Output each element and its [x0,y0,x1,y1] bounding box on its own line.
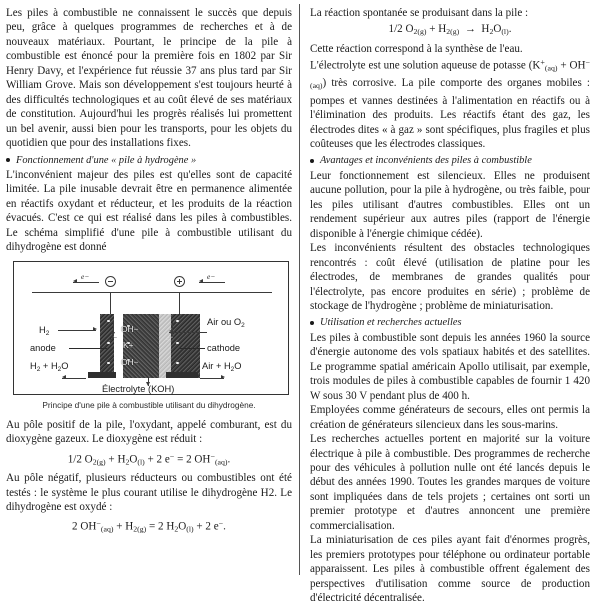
uses-paragraph-2: Employées comme générateurs de secours, elles ont permis la création de générateurs silencieux dans les sous-marins. [310,404,590,431]
equation-cathode: 1/2 $O_{2(g)} + H_2O_{(l)} + 2$ e− = 2 $OH^-_{(aq)}$. [67,451,231,467]
section-heading-label: Avantages et inconvénients des piles à combustible [320,155,532,167]
cathode-leader-line [179,348,205,349]
outlet-label-right: Air + $H_2O$ [202,360,242,373]
electron-arrow-right-icon [199,282,225,283]
inlet-label-hydrogen: $H_2$ [39,324,50,337]
electron-arrow-left-icon [73,282,99,283]
electron-inner-label-right: e− [166,334,174,342]
cathode-intro-paragraph: Au pôle positif de la pile, l'oxydant, appelé comburant, est du dioxygène gazeux. Le dioxygène est réduit : [6,418,292,446]
electron-label-left: e− [81,271,90,281]
oxygen-channel-band [159,314,174,378]
circuit-top-wire [32,292,272,293]
fuel-cell-figure [13,261,289,395]
charge-dot [107,342,110,345]
left-column [6,6,298,575]
bullet-dot-icon [310,159,314,163]
outlet-arrow-right-icon [200,378,224,379]
figure-caption: Principe d'une pile à combustible utilisant du dihydrogène. [42,399,256,410]
section-heading-label: Fonctionnement d'une « pile à hydrogène » [16,154,197,166]
electron-inner-label-left: e− [110,334,118,342]
uses-paragraph-3: Les recherches actuelles portent en majorité sur la voiture électrique à pile à combustible. Des programmes de recherche pour des véhicules à pollution nulle ont été lancés depuis le début des années 1990. Toutes les grandes marques de voiture sont impliquées dans de tels projets ; certaines ont sorti un premier prototype et d'autres annoncent une première commercialisation. [310,433,590,532]
equation-anode: 2 $OH^-_{(aq)} + H_{2(g)} = 2$ $H_2O_{(l)} + 2$ e−. [72,519,226,534]
section-heading-avantages [310,154,590,168]
inlet-arrow-hydrogen-icon [58,330,96,331]
section-heading-utilisation [310,316,590,330]
charge-dot [107,362,110,365]
terminal-negative-icon [105,276,116,287]
cathode-label: cathode [207,342,241,353]
equation-overall: 1/2 $O_{2(g)} + H_{2(g)} \to H_2O_{(l)}$. [388,23,512,37]
bullet-dot-icon [6,158,10,162]
charge-dot [176,320,179,323]
electrolyte-paragraph: L'électrolyte est une solution aqueuse de potasse $(K^+_{(aq)} + OH^-_{(aq)})$ très corrosive. La pile comporte des organes mobiles : pompes et vannes destinées à l'alimentation en réactifs ou à l'élimination des produits. Les réactifs étant des gaz, les électrodes dites « à gaz » sont spécifiques, plus fragiles et plus coûteuses que les électrodes classiques. [310,58,590,151]
section-heading-label: Utilisation et recherches actuelles [320,317,462,329]
column-divider [299,4,300,575]
anode-intro-paragraph: Au pôle négatif, plusieurs réducteurs ou combustibles ont été testés : le système le plus courant utilise le dihydrogène H2. Le dihydrogène est oxydé : [6,472,292,514]
right-column [298,6,590,605]
synthesis-note: Cette réaction correspond à la synthèse de l'eau. [310,42,523,55]
charge-dot [107,320,110,323]
electron-label-right: e− [207,271,216,281]
ion-label-potassium: K+ [123,339,134,350]
terminal-positive-icon [174,276,185,287]
cell-foot-left [88,372,116,378]
advantages-paragraph-1: Leur fonctionnement est silencieux. Elles ne produisent aucune pollution, pour la pile à hydrogène, ou très faible, pour les piles utilisant d'autres combustibles. Elles ont un rendement supérieur aux autres piles (rapport de l'énergie disponible à l'énergie chimique cédée). [310,169,590,240]
bullet-dot-icon [310,321,314,325]
anode-lead-wire [110,292,111,314]
anode-electrode-band [100,314,114,378]
outlet-label-left: $H_2 + H_2O$ [30,360,69,373]
electrolyte-label: Électrolyte (KOH) [102,383,175,394]
anode-label: anode [30,342,56,353]
inlet-arrow-air-icon [169,332,207,333]
fonctionnement-paragraph: L'inconvénient majeur des piles est qu'elles sont de capacité limitée. La pile inusable devrait être en permanence alimentée en réactifs oxydant et réducteur, et les produits de la réaction évacués. C'est ce qui est réalisé dans les piles à combustibles. Le schéma simplifié d'une pile à combustible utilisant du dihydrogène est donné [6,168,292,254]
cathode-electrode-band [171,314,200,378]
advantages-paragraph-2: Les inconvénients résultent des obstacles technologiques rencontrés : coût élevé (utilisation de platine pour les électrodes, de membranes de grandes qualités pour l'électrolyte, pas encore produites en série) ; problème de stockage de l'hydrogène ; problème de miniaturisation. [310,242,590,313]
intro-paragraph: Les piles à combustible ne connaissent le succès que depuis peu, grâce à quelques programmes de recherches et à de nouveaux matériaux. Pourtant, le principe de la pile à combustible est énoncé pour la première fois en 1802 par Sir Henry Davy, et l'expérience fut réussie 37 ans plus tard par Sir William Grove. Mais son développement s'est toujours heurté à des difficultés technologiques et au coût élevé de ses matériaux de constitution. Aujourd'hui les progrès réalisés lui promettent un bel avenir, aussi bien pour les transports, pour les objets du quotidien que pour des installations fixes. [6,7,292,150]
cell-stack [100,314,200,378]
electron-inner-arrow-left-icon [113,322,114,336]
charge-dot [176,342,179,345]
overall-reaction-intro: La réaction spontanée se produisant dans la pile : [310,7,529,19]
charge-dot [176,362,179,365]
inlet-label-air: Air ou $O_2$ [207,316,245,329]
anode-leader-line [69,348,107,349]
cell-foot-right [166,372,198,378]
outlet-arrow-left-icon [62,378,86,379]
cathode-lead-wire [179,292,180,314]
section-heading-fonctionnement [6,154,292,168]
ion-label-hydroxide-bottom: OH− [121,356,139,367]
ion-label-hydroxide-top: OH− [121,323,139,334]
uses-paragraph-4: La miniaturisation de ces piles ayant fait d'énormes progrès, les premiers prototypes pour téléphone ou ordinateur portable apparaissent. Les piles à combustible offrent également des perspectives d'utilisation comme source de production d'électricité décentralisée. [310,534,590,605]
uses-paragraph-1: Les piles à combustible sont depuis les années 1960 la source d'énergie autonome des vols spatiaux habités et des satellites. Le programme spatial américain Apollo utilisait, par exemple, trois modules de piles à combustible capables de fournir 1 420 W sous 30 V pendant plus de 400 h. [310,331,590,402]
